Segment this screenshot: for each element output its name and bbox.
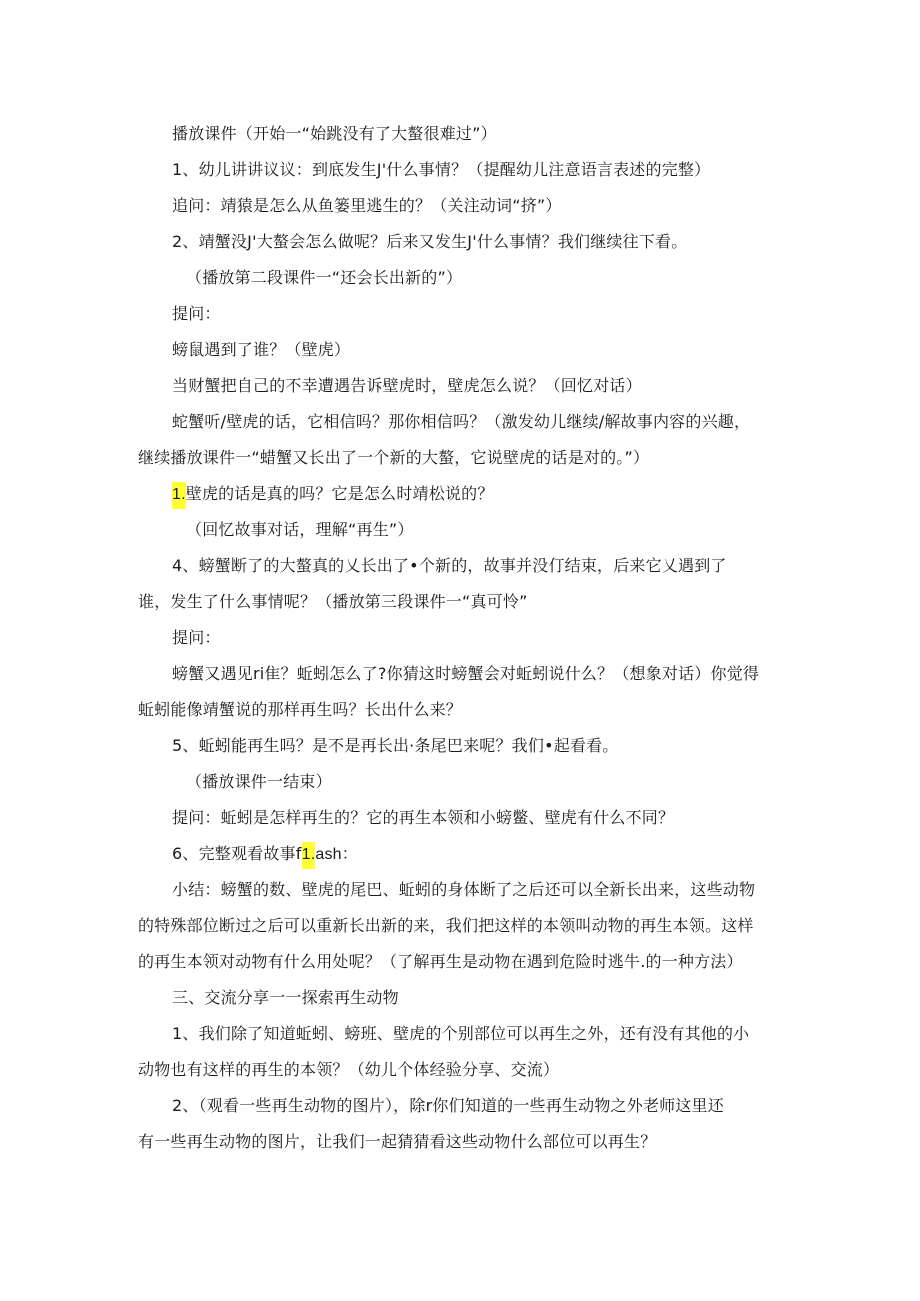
text-line: 的特殊部位断过之后可以重新长出新的来，我们把这样的本领叫动物的再生本领。这样 xyxy=(138,916,754,935)
text-line: 播放课件（开始一“始跳没有了大螯很难过”） xyxy=(172,124,497,143)
text-line: 提问： xyxy=(172,304,221,323)
text-fragment: ash： xyxy=(315,846,358,863)
text-line: 有一些再生动物的图片，让我们一起猜猜看这些动物什么部位可以再生？ xyxy=(138,1132,657,1151)
text-line: 的再生本领对动物有什么用处呢？（了解再生是动物在遇到危险时逃牛.的一种方法） xyxy=(138,952,743,971)
text-line: 追问：靖猿是怎么从鱼篓里逃生的？（关注动词“挤”） xyxy=(172,196,562,215)
text-line: 蚯蚓能像靖蟹说的那样再生吗？长出什么来？ xyxy=(138,700,463,719)
text-line: 提问： xyxy=(172,628,221,647)
text-line xyxy=(172,484,494,505)
text-line: 继续播放课件一“蜡蟹又长出了一个新的大螯，它说壁虎的话是对的。”） xyxy=(138,448,650,467)
text-line xyxy=(172,844,358,865)
text-line: 蛇蟹听/壁虎的话，它相信吗？那你相信吗？（激发幼儿继续/解故事内容的兴趣， xyxy=(172,412,751,431)
text-line: 1、我们除了知道蚯蚓、螃班、壁虎的个别部位可以再生之外，还有没有其他的小 xyxy=(172,1024,750,1043)
text-fragment: 6、完整观看故事f xyxy=(172,844,302,863)
text-line: （回忆故事对话，理解“再生”） xyxy=(186,520,414,539)
text-line: 2、（观看一些再生动物的图片），除r你们知道的一些再生动物之外老师这里还 xyxy=(172,1096,724,1115)
text-line: 1、幼儿讲讲议议：到底发生J'什么事情？（提醒幼儿注意语言表述的完整） xyxy=(172,160,711,179)
text-fragment: 壁虎的话是真的吗？它是怎么时靖松说的？ xyxy=(185,484,494,503)
text-line: （播放课件一结束） xyxy=(186,772,332,791)
text-line: 提问：蚯蚓是怎样再生的？它的再生本领和小螃鳖、壁虎有什么不同？ xyxy=(172,808,675,827)
highlight-mark: 1. xyxy=(302,842,316,869)
text-line: 当财蟹把自己的不幸遭遇告诉壁虎时，壁虎怎么说？（回忆对话） xyxy=(172,376,642,395)
highlight-mark: 1. xyxy=(172,482,186,509)
text-line: 螃蟹又遇见ri隹？蚯蚓怎么了?你猜这时螃蟹会对蚯蚓说什么？（想象对话）你觉得 xyxy=(172,664,760,683)
text-line: 螃鼠遇到了谁？（壁虎） xyxy=(172,340,351,359)
text-line: 4、螃蟹断了的大螯真的乂长出了•个新的，故事并没仃结束，后来它乂遇到了 xyxy=(172,556,727,575)
text-line: 三、交流分享一一探索再生动物 xyxy=(172,988,399,1007)
text-line: 5、蚯蚓能再生吗？是不是再长出·条尾巴来呢？我们•起看看。 xyxy=(172,736,619,755)
text-line: （播放第二段课件一“还会长出新的”） xyxy=(186,268,463,287)
text-line: 小结：螃蟹的数、壁虎的尾巴、蚯蚓的身体断了之后还可以全新长出来，这些动物 xyxy=(172,880,756,899)
text-line: 动物也有这样的再生的本领？（幼儿个体经验分享、交流） xyxy=(138,1060,560,1079)
text-line: 2、靖蟹没J'大螯会怎么做呢？后来又发生J'什么事情？我们继续往下看。 xyxy=(172,232,688,251)
text-line: 谁，发生了什么事情呢？（播放第三段课件一“真可怜” xyxy=(138,592,528,611)
